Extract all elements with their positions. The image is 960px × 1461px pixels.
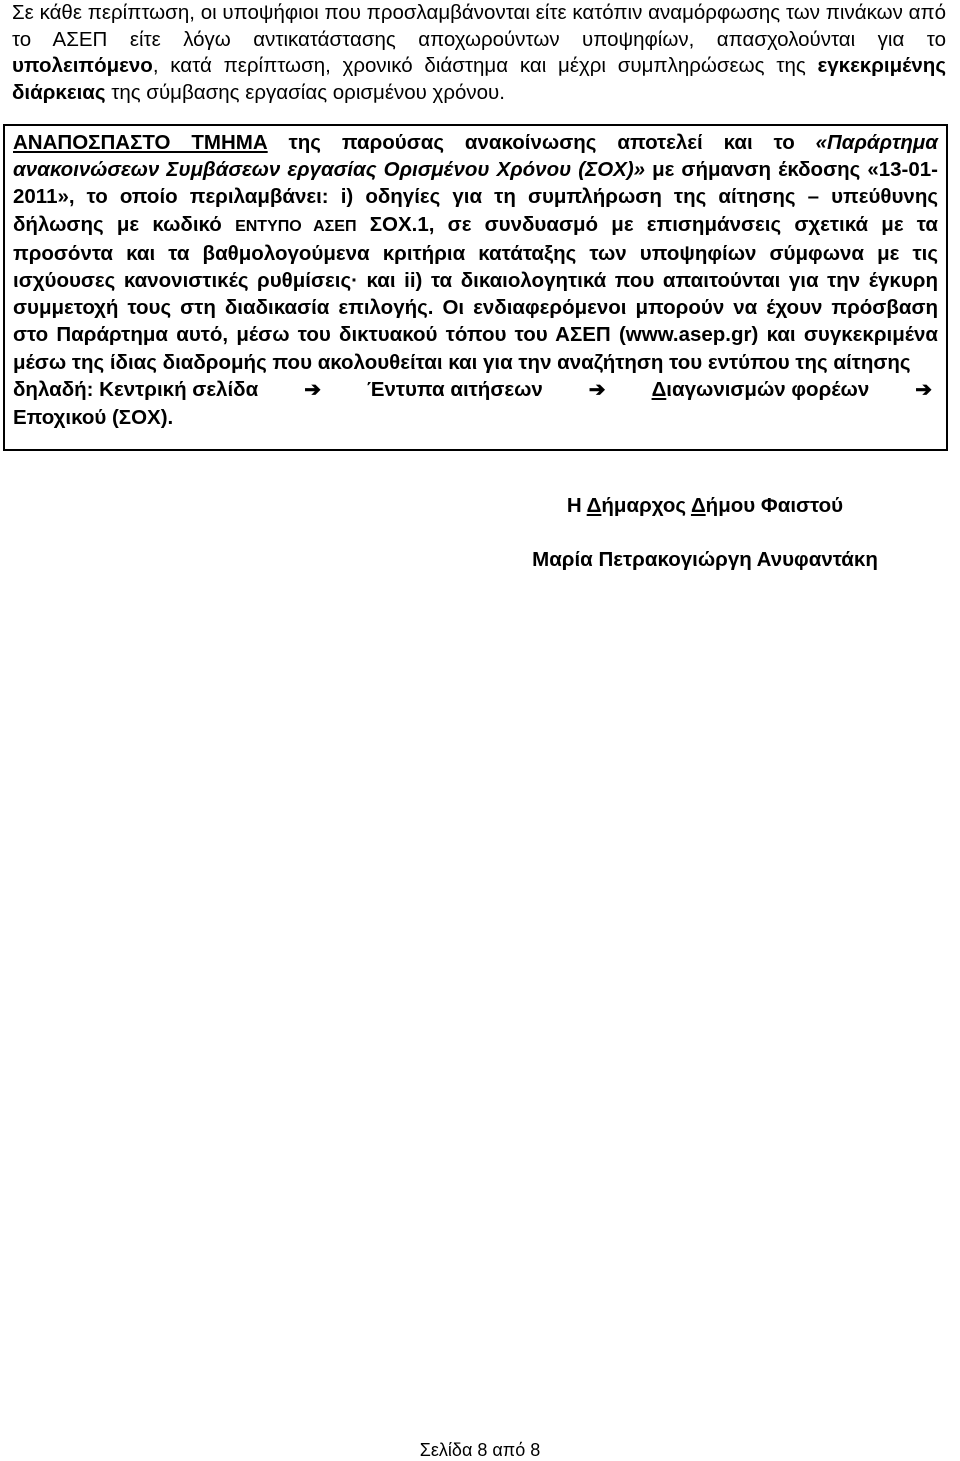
arrow-right-icon: ➔ bbox=[588, 378, 606, 401]
arrow-right-icon: ➔ bbox=[304, 378, 321, 401]
box-text-2: με σήμανση έκδοσης «13-01-2011», το οποίο περιλαμβάνει: i) οδηγίες για τη συμπλήρωση της αίτησης – υπεύθυνης δήλωσης με κωδικό bbox=[13, 158, 938, 236]
navigation-path bbox=[13, 376, 938, 404]
intro-paragraph bbox=[12, 0, 946, 106]
arrow-right-icon: ➔ bbox=[915, 378, 932, 401]
sig-title-rest: ήμου Φαιστού bbox=[705, 494, 844, 517]
sig-title-mid: ήμαρχος bbox=[601, 494, 691, 517]
nav-seasonal: Εποχικού (ΣΟΧ). bbox=[13, 406, 174, 430]
box-text-1: της παρούσας ανακοίνωσης αποτελεί και το bbox=[267, 131, 816, 154]
sig-title-article: Η bbox=[566, 494, 587, 517]
detachable-heading: ΑΝΑΠΟΣΠΑΣΤΟ ΤΜΗΜΑ bbox=[13, 131, 268, 154]
intro-text-1: Σε κάθε περίπτωση, οι υποψήφιοι που προσλαμβάνονται είτε κατόπιν αναμόρφωσης των πινάκων από το ΑΣΕΠ είτε λόγω αντικατάστασης αποχωρούντων υποψηφίων, απασχολούνται για το bbox=[12, 1, 946, 51]
nav-forms: Έντυπα αιτήσεων bbox=[366, 377, 543, 401]
nav-competitions-initial: Δ bbox=[651, 377, 667, 401]
annex-title: «Παράρτημα ανακοινώσεων Συμβάσεων εργασίας Ορισμένου Χρόνου (ΣΟΧ)» bbox=[13, 131, 938, 182]
nav-competitions bbox=[652, 376, 870, 403]
intro-bold-remaining: υπολειπόμενο bbox=[12, 54, 153, 77]
intro-text-3: της σύμβασης εργασίας ορισμένου χρόνου. bbox=[105, 80, 505, 104]
signature-title bbox=[0, 494, 960, 518]
sig-title-d1: Δ bbox=[586, 494, 602, 517]
form-code: ΕΝΤΥΠΟ ΑΣΕΠ bbox=[235, 217, 357, 235]
page-number: Σελίδα 8 από 8 bbox=[419, 1440, 541, 1460]
detachable-section-box bbox=[3, 124, 948, 451]
nav-home: δηλαδή: Κεντρική σελίδα bbox=[13, 377, 259, 401]
signature-name: Μαρία Πετρακογιώργη Ανυφαντάκη bbox=[532, 548, 878, 571]
sig-title-d2: Δ bbox=[690, 494, 706, 517]
detachable-section-text bbox=[13, 129, 938, 376]
box-text-3: ΣΟΧ.1, σε συνδυασμό με επισημάνσεις σχετικά με τα προσόντα και τα βαθμολογούμενα κριτήρια κατάταξης των υποψηφίων σύμφωνα με τις ισχύουσες κανονιστικές ρυθμίσεις· και ii) τα δικαιολογητικά που απαιτούνται για την έγκυρη συμμετοχή τους στη διαδικασία επιλογής. Οι ενδιαφερόμενοι μπορούν να έχουν πρόσβαση στο Παράρτημα αυτό, μέσω του δικτυακού τόπου του ΑΣΕΠ (www.asep.gr) και συγκεκριμένα μέσω της ίδιας διαδρομής που ακολουθείται και για την αναζήτηση του εντύπου της αίτησης bbox=[13, 212, 938, 374]
intro-bold-duration: εγκεκριμένης διάρκειας bbox=[12, 54, 946, 104]
nav-competitions-rest: ιαγωνισμών φορέων bbox=[666, 377, 870, 401]
intro-text-2: , κατά περίπτωση, χρονικό διάστημα και μέχρι συμπληρώσεως της bbox=[152, 54, 818, 77]
